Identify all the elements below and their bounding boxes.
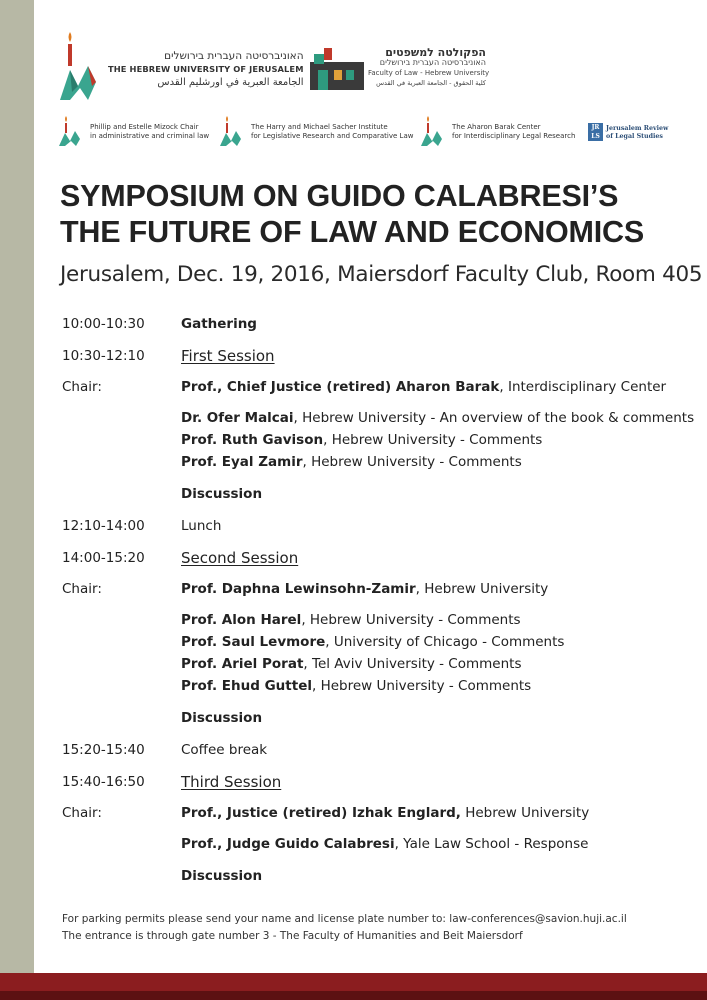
speaker-name: Prof. Eyal Zamir bbox=[181, 454, 303, 470]
row-text: Lunch bbox=[181, 518, 222, 534]
huji-mini-emblem-icon bbox=[219, 115, 245, 147]
speaker-name: Prof., Chief Justice (retired) Aharon Barak bbox=[181, 379, 500, 395]
huji-hebrew-name: האוניברסיטה העברית בירושלים bbox=[164, 50, 304, 62]
faculty-english-name: Faculty of Law - Hebrew University bbox=[368, 69, 490, 77]
bottom-bar-shade bbox=[0, 991, 707, 1000]
speaker-name: Prof. Alon Harel bbox=[181, 612, 302, 628]
speaker-affiliation: , Hebrew University - Comments bbox=[302, 454, 522, 470]
title-line-1: SYMPOSIUM ON GUIDO CALABRESI’S bbox=[60, 179, 619, 213]
row-time: Chair: bbox=[62, 379, 102, 395]
hebrew-university-logo bbox=[58, 30, 304, 102]
event-subtitle: Jerusalem, Dec. 19, 2016, Maiersdorf Faculty Club, Room 405 bbox=[60, 262, 703, 287]
speaker-affiliation: , Hebrew University - An overview of the book & comments bbox=[293, 410, 695, 426]
huji-mini-emblem-icon bbox=[420, 115, 446, 147]
jerusalem-review-logo bbox=[588, 123, 668, 145]
speaker-name: Prof. Daphna Lewinsohn-Zamir bbox=[181, 581, 416, 597]
title-line-2: THE FUTURE OF LAW AND ECONOMICS bbox=[60, 215, 645, 249]
speaker-affiliation: Hebrew University bbox=[460, 805, 590, 821]
faculty-hebrew-title: הפקולטה למשפטים bbox=[385, 46, 486, 59]
jrls-line-2: of Legal Studies bbox=[606, 133, 663, 140]
speaker-affiliation: , Hebrew University - Comments bbox=[301, 612, 521, 628]
speaker-affiliation: , Interdisciplinary Center bbox=[499, 379, 667, 395]
jrls-box-icon: JR LS bbox=[588, 123, 603, 141]
row-time: 15:20-15:40 bbox=[62, 742, 145, 758]
row-text: Discussion bbox=[181, 710, 263, 726]
huji-mini-emblem-icon bbox=[58, 115, 84, 147]
speaker-affiliation: , University of Chicago - Comments bbox=[325, 634, 565, 650]
huji-emblem-icon bbox=[58, 30, 102, 102]
speaker-affiliation: , Hebrew University - Comments bbox=[311, 678, 532, 694]
row-time: 10:30-12:10 bbox=[62, 348, 145, 364]
faculty-hebrew-university: האוניברסיטה העברית בירושלים bbox=[379, 58, 486, 67]
mizock-line-2: in administrative and criminal law bbox=[90, 132, 210, 140]
sacher-line-1: The Harry and Michael Sacher Institute bbox=[251, 123, 388, 131]
row-time: Chair: bbox=[62, 581, 102, 597]
page-title bbox=[60, 178, 644, 250]
speaker-affiliation: , Tel Aviv University - Comments bbox=[303, 656, 522, 672]
speaker-affiliation: , Hebrew University - Comments bbox=[323, 432, 543, 448]
mizock-line-1: Phillip and Estelle Mizock Chair bbox=[90, 123, 199, 131]
jrls-line-1: Jerusalem Review bbox=[606, 125, 669, 132]
huji-english-name: THE HEBREW UNIVERSITY OF JERUSALEM bbox=[108, 64, 304, 74]
row-text: Discussion bbox=[181, 868, 263, 884]
row-text: Discussion bbox=[181, 486, 263, 502]
speaker-affiliation: , Yale Law School - Response bbox=[394, 836, 589, 852]
row-time: 10:00-10:30 bbox=[62, 316, 145, 332]
session-heading: Second Session bbox=[181, 549, 299, 567]
entrance-note: The entrance is through gate number 3 - The Faculty of Humanities and Beit Maiersdorf bbox=[62, 930, 523, 942]
speaker-name: Prof., Justice (retired) Izhak Englard, bbox=[181, 805, 461, 821]
speaker-name: Prof., Judge Guido Calabresi bbox=[181, 836, 395, 852]
speaker-affiliation: , Hebrew University bbox=[415, 581, 549, 597]
faculty-of-law-logo bbox=[310, 46, 490, 98]
faculty-building-icon bbox=[310, 48, 364, 90]
faculty-arabic-name: كلية الحقوق - الجامعة العبرية في القدس bbox=[376, 79, 486, 87]
parking-note: For parking permits please send your name and license plate number to: law-conferences@savion.huji.ac.il bbox=[62, 913, 627, 925]
row-text: Gathering bbox=[181, 316, 257, 332]
footer-notes bbox=[62, 911, 627, 945]
session-heading: Third Session bbox=[181, 773, 282, 791]
speaker-name: Prof. Ariel Porat bbox=[181, 656, 304, 672]
sacher-line-2: for Legislative Research and Comparative Law bbox=[251, 132, 414, 140]
session-heading: First Session bbox=[181, 347, 275, 365]
huji-arabic-name: الجامعة العبرية في اورشليم القدس bbox=[157, 77, 304, 88]
row-time: 12:10-14:00 bbox=[62, 518, 145, 534]
barak-line-2: for Interdisciplinary Legal Research bbox=[452, 132, 576, 140]
speaker-name: Prof. Saul Levmore bbox=[181, 634, 326, 650]
left-side-bar bbox=[0, 0, 34, 1000]
row-time: 14:00-15:20 bbox=[62, 550, 145, 566]
row-time: Chair: bbox=[62, 805, 102, 821]
speaker-name: Prof. Ruth Gavison bbox=[181, 432, 324, 448]
speaker-name: Dr. Ofer Malcai bbox=[181, 410, 294, 426]
row-text: Coffee break bbox=[181, 742, 268, 758]
speaker-name: Prof. Ehud Guttel bbox=[181, 678, 312, 694]
row-time: 15:40-16:50 bbox=[62, 774, 145, 790]
barak-line-1: The Aharon Barak Center bbox=[452, 123, 541, 131]
